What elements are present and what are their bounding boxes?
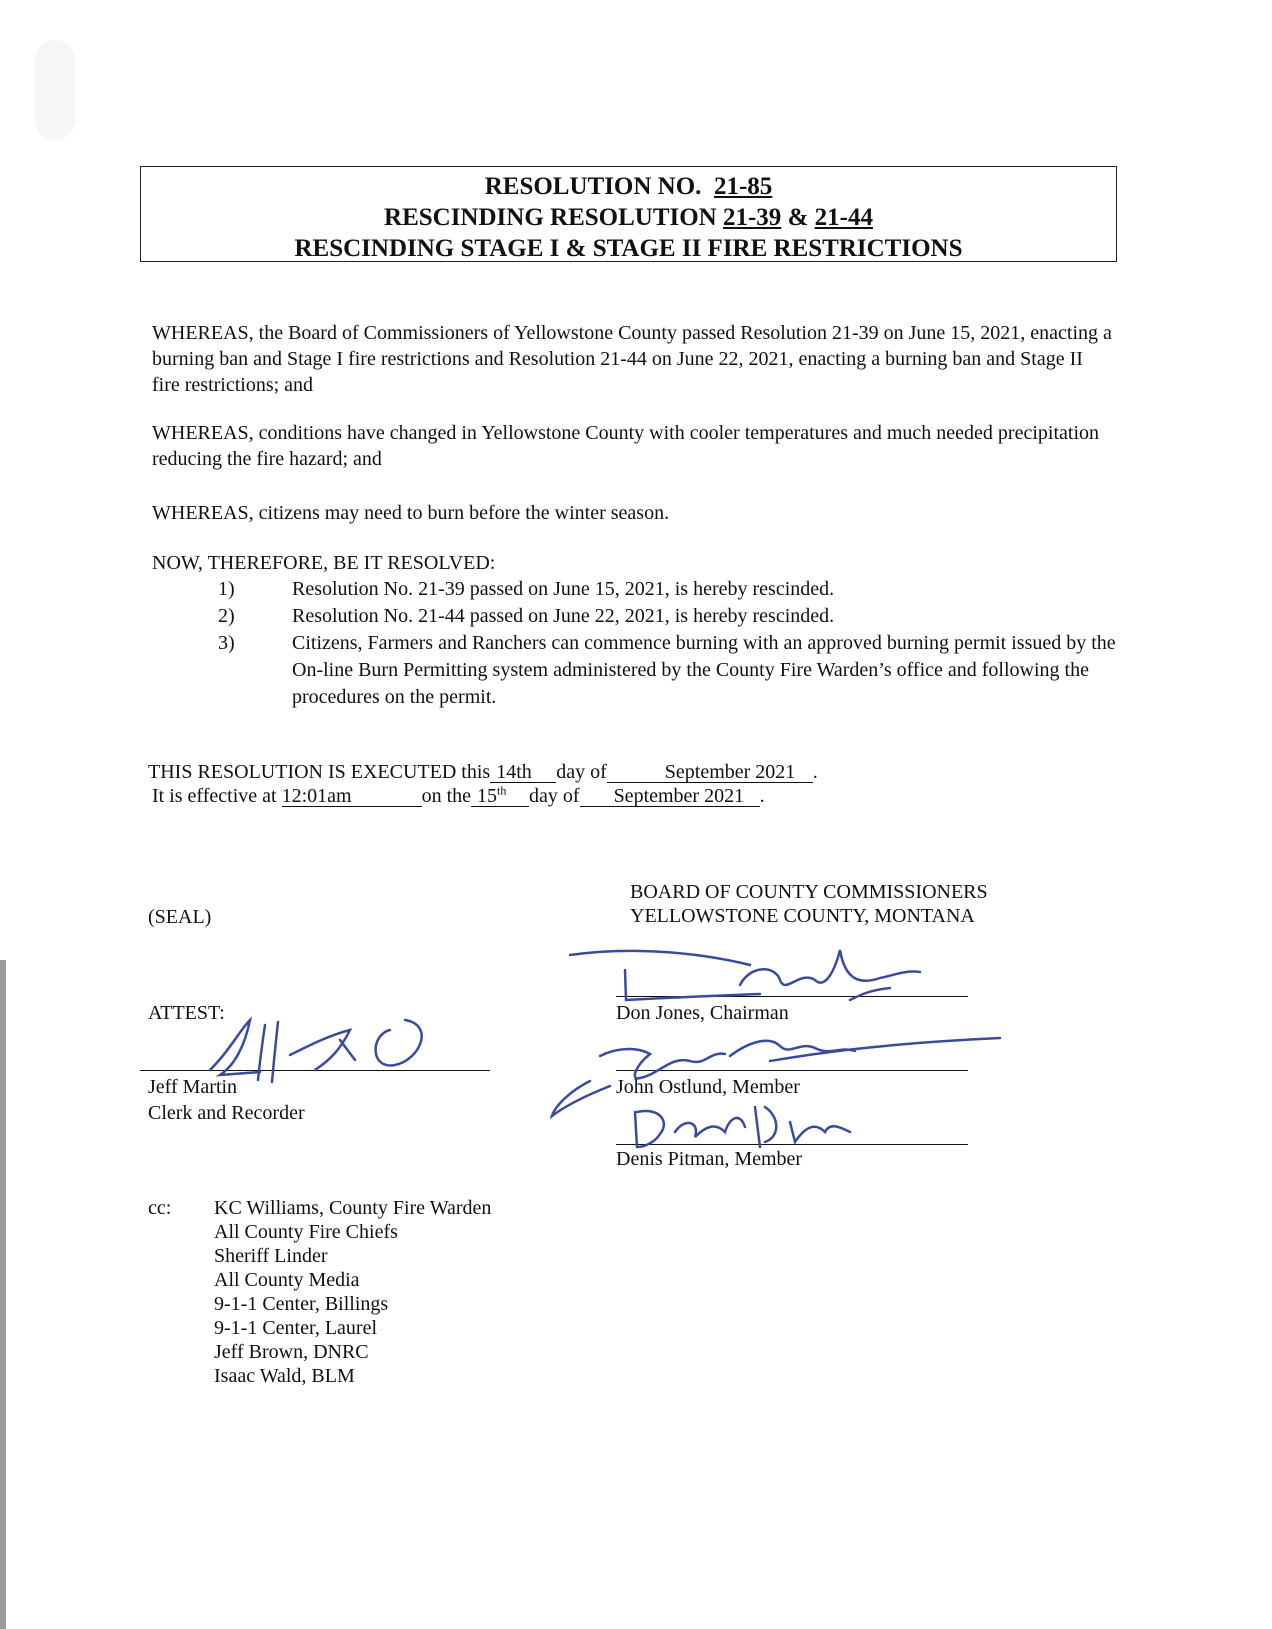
list-item: [152, 576, 1122, 603]
effective-month-field: September 2021: [580, 786, 760, 807]
list-item-text: Citizens, Farmers and Ranchers can commence burning with an approved burning permit issued by the On-line Burn Permitting system administered by the County Fire Warden’s office and following the procedures on the permit.: [292, 632, 1116, 708]
whereas-paragraph-1: WHEREAS, the Board of Commissioners of Yellowstone County passed Resolution 21-39 on June 15, 2021, enacting a burning ban and Stage I fire restrictions and Resolution 21-44 on June 22, 2021, enacting a burning ban and Stage II fire restrictions; and: [152, 322, 1112, 396]
list-item-text: Resolution No. 21-39 passed on June 15, 2021, is hereby rescinded.: [292, 578, 835, 600]
list-item: [152, 603, 1122, 630]
list-item: All County Media: [214, 1269, 360, 1291]
effective-time-field: 12:01am: [282, 786, 422, 807]
list-item: All County Fire Chiefs: [214, 1221, 398, 1243]
resolved-list: [152, 576, 1122, 711]
page-edge-shadow: [0, 960, 6, 1629]
chairman-name: Don Jones, Chairman: [616, 1002, 789, 1024]
clerk-signature: [190, 1000, 450, 1090]
list-item: Sheriff Linder: [214, 1245, 328, 1267]
clerk-title: Clerk and Recorder: [148, 1102, 305, 1124]
member-name-pitman: Denis Pitman, Member: [616, 1148, 803, 1170]
chairman-signature: [560, 940, 930, 1020]
rescinded-resolution-b: 21-44: [814, 204, 873, 231]
executed-day-field: 14th: [490, 762, 556, 783]
rescinded-resolution-a: 21-39: [722, 204, 782, 231]
clerk-name: Jeff Martin: [148, 1076, 238, 1098]
list-item: 9-1-1 Center, Billings: [214, 1293, 389, 1315]
list-item: Isaac Wald, BLM: [214, 1365, 355, 1387]
whereas-paragraph-3: WHEREAS, citizens may need to burn before the winter season.: [152, 502, 670, 524]
seal-label: (SEAL): [148, 906, 212, 928]
whereas-paragraph-2: WHEREAS, conditions have changed in Yellowstone County with cooler temperatures and much needed precipitation reducing the fire hazard; and: [152, 422, 1100, 470]
list-item: KC Williams, County Fire Warden: [214, 1197, 492, 1219]
resolution-number: 21-85: [713, 173, 773, 200]
title-line-2: RESCINDING RESOLUTION 21-39 & 21-44: [384, 204, 873, 231]
cc-block: [148, 1196, 491, 1388]
list-item: [152, 630, 1122, 711]
board-heading: BOARD OF COUNTY COMMISSIONERS YELLOWSTONE COUNTY, MONTANA: [630, 881, 988, 927]
executed-line: THIS RESOLUTION IS EXECUTED this 14th day of September 2021 .: [148, 761, 818, 783]
list-item-number: 3): [218, 632, 235, 654]
list-item-text: Resolution No. 21-44 passed on June 22, 2021, is hereby rescinded.: [292, 605, 835, 627]
list-item: Jeff Brown, DNRC: [214, 1341, 369, 1363]
list-item: 9-1-1 Center, Laurel: [214, 1317, 378, 1339]
executed-month-field: September 2021: [607, 762, 813, 783]
list-item-number: 1): [218, 578, 235, 600]
pitman-signature: [615, 1092, 865, 1162]
title-line-3: RESCINDING STAGE I & STAGE II FIRE RESTRICTIONS: [294, 235, 963, 262]
list-item-number: 2): [218, 605, 235, 627]
resolved-intro: NOW, THEREFORE, BE IT RESOLVED:: [152, 552, 496, 574]
member-name-ostlund: John Ostlund, Member: [616, 1076, 800, 1098]
cc-label: cc:: [148, 1197, 172, 1219]
resolution-title-box: [140, 166, 1117, 262]
effective-line: It is effective at 12:01am on the 15th day of September 2021 .: [152, 783, 765, 807]
execution-block: [148, 760, 818, 808]
scan-smudge: [35, 40, 75, 140]
cc-recipient-list: [214, 1196, 491, 1388]
effective-day-field: 15th: [471, 786, 529, 807]
attest-label: ATTEST:: [148, 1002, 225, 1024]
title-line-1: RESOLUTION NO. 21-85: [484, 173, 773, 200]
